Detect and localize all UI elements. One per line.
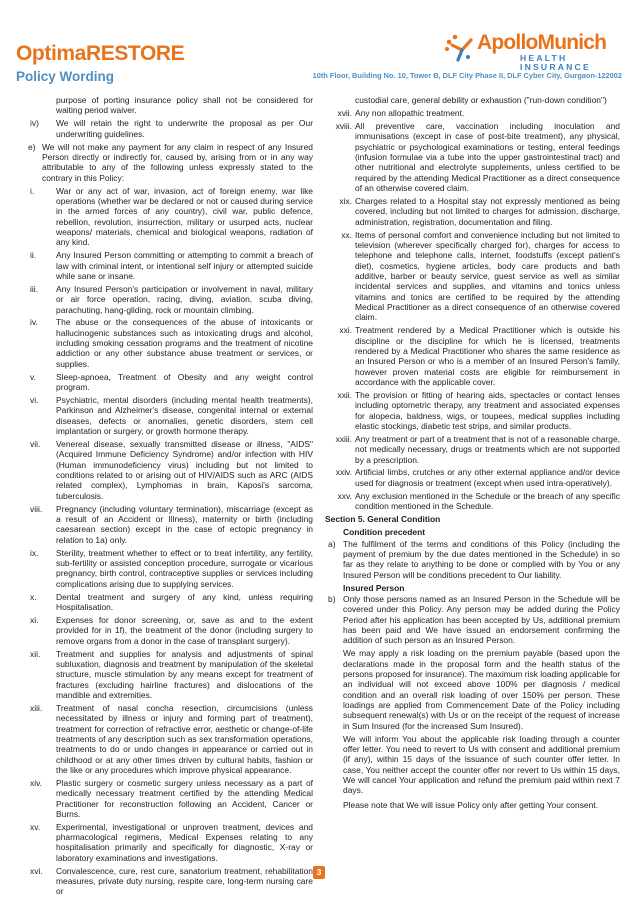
item-text: Items of personal comfort and convenience including but not limited to television (wherever specifically charged for), charges for access to telephone and telephone calls, internet, foodstuffs (except patient's diet), cosmetics, hygiene articles, body care products and bath additive, barber or beauty service, guest service as well as similar incidental services and supplies, and vitamins and tonics unless vitamins and tonics are certified to be required by the attending Medical Practitioner as a direct consequence of an otherwise covered claim. [355, 229, 620, 323]
list-item [30, 284, 313, 315]
condition-precedent-heading: Condition precedent [343, 527, 426, 538]
list-item [30, 822, 313, 863]
clause-b-paragraph: We will inform You about the applicable risk loading through a counter offer letter. You need to revert to Us with consent and additional premium (if any), within 15 days of the issuance of such counter offer letter. In case, You neither accept the counter offer nor revert to Us within 15 days, We will cancel Your application and refund the premium paid within next 7 days. [343, 733, 620, 796]
item-text: Any non allopathic treatment. [355, 107, 465, 118]
item-number: xxiii. [335, 433, 352, 444]
list-item [30, 186, 313, 248]
item-number: v. [30, 371, 36, 382]
item-number: ii. [30, 250, 37, 261]
item-text: Charges related to a Hospital stay not expressly mentioned as being covered, including but not limited to charges for admission, discharge, administration, registration, documentation and filing. [355, 195, 620, 227]
list-item [328, 108, 620, 118]
item-text: The abuse or the consequences of the abuse of intoxicants or hallucinogenic substances such as intoxicating drugs and alcohol, including smoking cessation programs and the treatment of nicotine addiction or any other substance abuse treatment or services, or supplies. [56, 317, 313, 369]
item-text: Treatment of nasal concha resection, circumcisions (unless necessitated by illness or injury and forming part of treatment), treatment for correction of refractive error, aesthetic or change-of-life treatments of any description such as sex transformation operations, treatments to do or undo changes in appearance or carried out in childhood or at any other times driven by cultural habits, fashion or the like or any procedures which improve physical appearance. [56, 702, 313, 775]
list-item [328, 230, 620, 323]
item-number: b) [328, 594, 336, 604]
item-text: Any Insured Person committing or attempting to commit a breach of law with criminal intent, or intentional self injury or attempted suicide while sane or insane. [56, 250, 313, 281]
list-item [30, 504, 313, 545]
item-number: xxii. [337, 389, 352, 400]
list-item [30, 372, 313, 393]
item-number: i. [30, 185, 35, 196]
list-item [328, 121, 620, 193]
item-number: xv. [30, 821, 41, 832]
item-text: The fulfilment of the terms and conditions of this Policy (including the payment of premium by the due dates mentioned in the Schedule) in so far as they relate to anything to be done or complied with by You or any Insured Person will be conditions precedent to Our liability. [343, 538, 620, 580]
item-number: xxi. [339, 325, 352, 336]
item-text: Any Insured Person's participation or involvement in naval, military or air force operation, racing, diving, aviation, scuba diving, parachuting, hang-gliding, rock or mountain climbing. [56, 283, 313, 315]
list-item [30, 250, 313, 281]
item-text: All preventive care, vaccination including inoculation and immunisations (except in case of post-bite treatment), any physical, psychiatric or psychological examinations or testing, enteral feedings (infusion formulae via a tube into the upper gastrointestinal tract) and other nutritional and electrolyte supplements, unless certified to be required by the attending Medical Practitioner as a direct consequence of an otherwise covered claim. [355, 120, 620, 193]
apollo-munich-logo [440, 30, 625, 72]
section-heading: Section 5. General Condition [325, 514, 441, 524]
document-title: OptimaRESTORE [16, 42, 185, 65]
item-text: Any treatment or part of a treatment that is not of a reasonable charge, not medically necessary, drugs or treatments which are not supported by a prescription. [355, 433, 620, 465]
left-column [30, 95, 313, 899]
item-number: e) [28, 141, 36, 152]
list-item [30, 649, 313, 701]
clause-b [328, 594, 620, 646]
list-item [30, 395, 313, 436]
list-item [328, 434, 620, 465]
item-text: purpose of porting insurance policy shall not be considered for waiting period waiver. [56, 95, 313, 116]
item-text: Sterility, treatment whether to effect or to treat infertility, any fertility, sub-fertility or assisted conception procedure, surrogate or vicarious pregnancy, birth control, contraceptive supplies or services including complications arising due to supplying services. [56, 547, 313, 589]
logo-name: ApolloMunich [477, 31, 607, 54]
item-number: xviii. [335, 120, 352, 131]
list-item [30, 439, 313, 501]
item-number: vii. [30, 439, 41, 449]
list-item [30, 615, 313, 646]
list-item [328, 491, 620, 512]
clause-b-paragraph: Please note that We will issue Policy only after getting Your consent. [343, 799, 598, 810]
list-item [328, 325, 620, 387]
item-text: Convalescence, cure, rest cure, sanatorium treatment, rehabilitation measures, private duty nursing, respite care, long-term nursing care or [56, 865, 313, 897]
list-item [30, 592, 313, 613]
item-text: Expenses for donor screening, or, save as and to the extent provided for in 1f), the treatment of the donor (including surgery to remove organs from a donor in the case of transplant surgery). [56, 614, 313, 646]
clause-a [328, 539, 620, 580]
document-subtitle: Policy Wording [16, 69, 115, 84]
item-number: xxv. [337, 490, 352, 501]
item-text: War or any act of war, invasion, act of foreign enemy, war like operations (whether war be declared or not or caused during service in the armed forces of any country), civil war, public defence, rebellion, revolution, insurrection, military or usurped acts, nuclear weapons/ materials, chemical and biological weapons, radiation of any kind. [56, 185, 313, 248]
item-text: Artificial limbs, crutches or any other external appliance and/or device used for diagnosis or treatment (except when used intra-operatively). [355, 467, 620, 488]
item-text: Dental treatment and surgery of any kind, unless requiring Hospitalisation. [56, 591, 313, 612]
item-text: Experimental, investigational or unproven treatment, devices and pharmacological regimens, Medical Expenses relating to any hospitalisation primarily and specifically for diagnostic, X-ray or laboratory examinations and investigations. [56, 821, 313, 863]
item-text: Plastic surgery or cosmetic surgery unless necessary as a part of medically necessary treatment certified by the attending Medical Practitioner for reconstruction following an Accident, Cancer or Burns. [56, 777, 313, 819]
item-number: xi. [30, 614, 39, 625]
logo-mark-icon [440, 30, 478, 68]
item-text: Treatment rendered by a Medical Practitioner which is outside his discipline or the discipline for which he is licensed, treatments rendered by a Medical Practitioner who shares the same residence as an Insured Person or who is a member of an Insured Person's family, however proven material costs are eligible for reimbursement in accordance with the applicable cover. [355, 325, 620, 387]
list-item-e [30, 142, 313, 183]
item-text: The provision or fitting of hearing aids, spectacles or contact lenses including optometric therapy, any treatment and associated expenses for alopecia, baldness, wigs, or toupees, medical supplies including elastic stockings, diabetic test strips, and similar products. [355, 389, 620, 431]
item-text: Psychiatric, mental disorders (including mental health treatments), Parkinson and Alzheimer's disease, congenital internal or external diseases, defects or anomalies, genetic disorders, stem cell implantation or surgery, or growth hormone therapy. [56, 395, 313, 437]
item-number: iii. [30, 283, 38, 294]
item-number: a) [328, 538, 336, 549]
list-item [30, 317, 313, 369]
item-number: xvi. [30, 865, 43, 876]
item-text: Venereal disease, sexually transmitted disease or illness, "AIDS" (Acquired Immune Deficiency Syndrome) and/or infection with HIV (Human immunodeficiency virus) including but not limited to conditions related to or arising out of HIV/AIDS such as ARC (AIDS related complex), Lymphomas in brain, Kaposi's sarcoma, tuberculosis. [56, 439, 313, 501]
item-number: vi. [30, 395, 39, 406]
item-text: We will not make any payment for any claim in respect of any Insured Person directly or indirectly for, caused by, arising from or in any way attributable to any of the following unless expressly stated to the contrary in this Policy: [42, 141, 313, 183]
list-item [30, 548, 313, 589]
item-text: Only those persons named as an Insured Person in the Schedule will be covered under this Policy. Any person may be added during the Policy Period after his application has been accepted by Us, additional premium has been paid and We have issued an endorsement confirming the addition of such person as an Insured Person. [343, 594, 620, 646]
item-text: We will retain the right to underwrite the proposal as per Our underwriting guidelines. [56, 118, 313, 139]
item-number: xxiv. [335, 467, 352, 478]
list-item-iv [30, 118, 313, 139]
list-item [30, 703, 313, 775]
insured-person-heading: Insured Person [343, 582, 405, 593]
item-number: ix. [30, 547, 39, 558]
item-number: iv) [30, 118, 39, 129]
right-column [325, 95, 621, 813]
item-number: xvii. [337, 107, 352, 118]
item-number: xiv. [30, 777, 43, 788]
list-item [328, 390, 620, 431]
list-item [328, 196, 620, 227]
list-item-continuation [30, 95, 313, 116]
item-number: x. [30, 591, 37, 602]
item-number: iv. [30, 317, 38, 328]
list-item [30, 778, 313, 819]
item-number: xii. [30, 648, 41, 659]
list-item-continuation [328, 95, 620, 105]
page-number: 3 [313, 866, 325, 879]
list-item [328, 467, 620, 488]
item-number: xx. [341, 229, 352, 240]
logo-tagline: HEALTH INSURANCE [520, 53, 591, 72]
item-text: Pregnancy (including voluntary termination), miscarriage (except as a result of an Accident or Illness), maternity or birth (including caesarean section) except in the case of ectopic pregnancy in relation to 1a) only. [56, 503, 313, 545]
item-text: custodial care, general debility or exhaustion ("run-down condition") [355, 95, 607, 105]
item-number: xix. [339, 195, 352, 206]
item-text: Sleep-apnoea, Treatment of Obesity and any weight control program. [56, 371, 313, 393]
company-address: 10th Floor, Building No. 10, Tower B, DLF City Phase II, DLF Cyber City, Gurgaon-122002 [312, 71, 622, 80]
item-text: Treatment and supplies for analysis and adjustments of spinal subluxation, diagnosis and treatment by manipulation of the skeletal structure, muscle stimulation by any means except for treatment of fractures (excluding hairline fractures) and dislocations of the mandible and extremities. [56, 648, 313, 700]
item-number: viii. [30, 503, 43, 514]
item-text: Any exclusion mentioned in the Schedule or the breach of any specific condition mentioned in the Schedule. [355, 490, 620, 512]
item-number: xiii. [30, 702, 43, 713]
list-item [30, 866, 313, 897]
clause-b-paragraph: We may apply a risk loading on the premium payable (based upon the declarations made in the proposal form and the health status of the persons proposed for insurance). The maximum risk loading applicable for an individual will not exceed above 100% per diagnosis / medical condition and an overall risk loading of over 150% per person. These loadings are applied from Commencement Date of the Policy including subsequent renewal(s) with Us or on the receipt of the request of increase in Sum Insured (for the increased Sum Insured). [343, 648, 621, 731]
